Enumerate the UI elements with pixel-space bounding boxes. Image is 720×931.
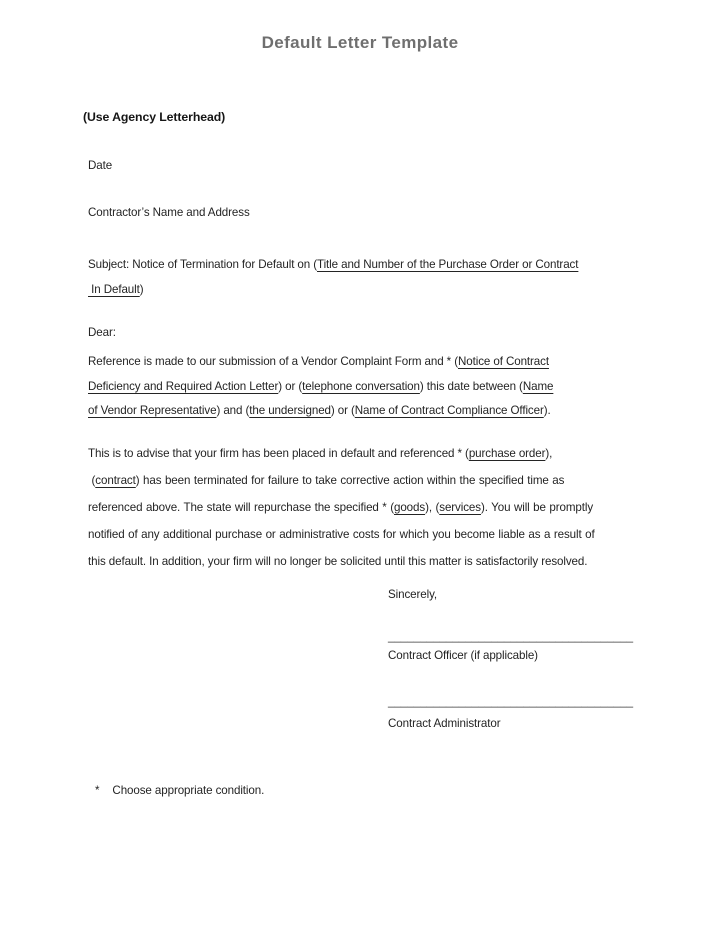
letterhead-note: (Use Agency Letterhead) — [83, 110, 226, 124]
underlined-fill-in-text: goods — [393, 500, 426, 514]
signatory-label-contract-officer: Contract Officer (if applicable) — [388, 649, 538, 662]
underlined-fill-in-text: contract — [95, 473, 136, 487]
footnote-text: Choose appropriate condition. — [112, 784, 265, 797]
text-line — [88, 375, 553, 400]
text-run: ) or ( — [278, 379, 303, 393]
text-line — [88, 252, 578, 277]
text-line — [88, 277, 578, 302]
text-run: notified of any additional purchase or administrative costs for which you become liable as a result of — [88, 527, 595, 541]
text-run: ) has been terminated for failure to take corrective action within the specified time as — [135, 473, 565, 487]
underlined-fill-in-text: the undersigned — [249, 404, 331, 418]
signature-line-contract-administrator: ______________________________________ — [388, 695, 634, 708]
underlined-fill-in-text: purchase order — [468, 447, 546, 460]
underlined-fill-in-text: services — [439, 500, 481, 514]
underlined-fill-in-text: Name of Contract Compliance Officer — [354, 404, 544, 418]
subject-line — [88, 252, 578, 302]
document-title: Default Letter Template — [261, 33, 459, 52]
text-run: ) and ( — [216, 404, 250, 418]
text-line — [88, 441, 595, 468]
text-run: ), ( — [425, 500, 440, 514]
text-run: Subject: Notice of Termination for Default on ( — [88, 258, 318, 271]
underlined-fill-in-text: Deficiency and Required Action Letter — [88, 379, 279, 393]
text-run: ), — [545, 447, 553, 460]
text-run: ) or ( — [330, 404, 355, 418]
text-line — [88, 549, 595, 576]
underlined-fill-in-text: Notice of Contract — [457, 355, 549, 368]
text-line — [88, 350, 553, 375]
text-run: ) this date between ( — [419, 379, 523, 393]
contractor-name-address-placeholder: Contractor’s Name and Address — [88, 206, 250, 219]
text-line — [88, 468, 595, 495]
text-run: this default. In addition, your firm will no longer be solicited until this matter is satisfactorily resolved. — [88, 554, 588, 568]
reference-paragraph — [88, 350, 553, 424]
underlined-fill-in-text: Title and Number of the Purchase Order or Contract — [317, 258, 579, 271]
underlined-fill-in-text: In Default — [88, 283, 140, 296]
footnote — [95, 784, 264, 797]
underlined-fill-in-text: telephone conversation — [302, 379, 420, 393]
closing-salutation: Sincerely, — [388, 588, 438, 601]
text-line — [88, 522, 595, 549]
salutation: Dear: — [88, 326, 116, 339]
text-run: ). You will be promptly — [480, 500, 594, 514]
text-line — [88, 399, 553, 424]
text-line — [88, 495, 595, 522]
underlined-fill-in-text: Name — [522, 379, 554, 393]
signatory-label-contract-administrator: Contract Administrator — [388, 717, 501, 730]
text-run: ( — [88, 473, 96, 487]
text-run: ). — [543, 404, 551, 418]
default-advise-paragraph — [88, 441, 595, 576]
text-run: ) — [139, 283, 144, 296]
text-run: referenced above. The state will repurchase the specified * ( — [88, 500, 394, 514]
footnote-asterisk-marker: * — [95, 784, 100, 797]
text-run: Reference is made to our submission of a Vendor Complaint Form and * ( — [88, 355, 458, 368]
underlined-fill-in-text: of Vendor Representative — [88, 404, 217, 418]
date-placeholder: Date — [88, 159, 113, 172]
text-run: This is to advise that your firm has been placed in default and referenced * ( — [88, 447, 469, 460]
signature-line-contract-officer: ______________________________________ — [388, 630, 634, 643]
